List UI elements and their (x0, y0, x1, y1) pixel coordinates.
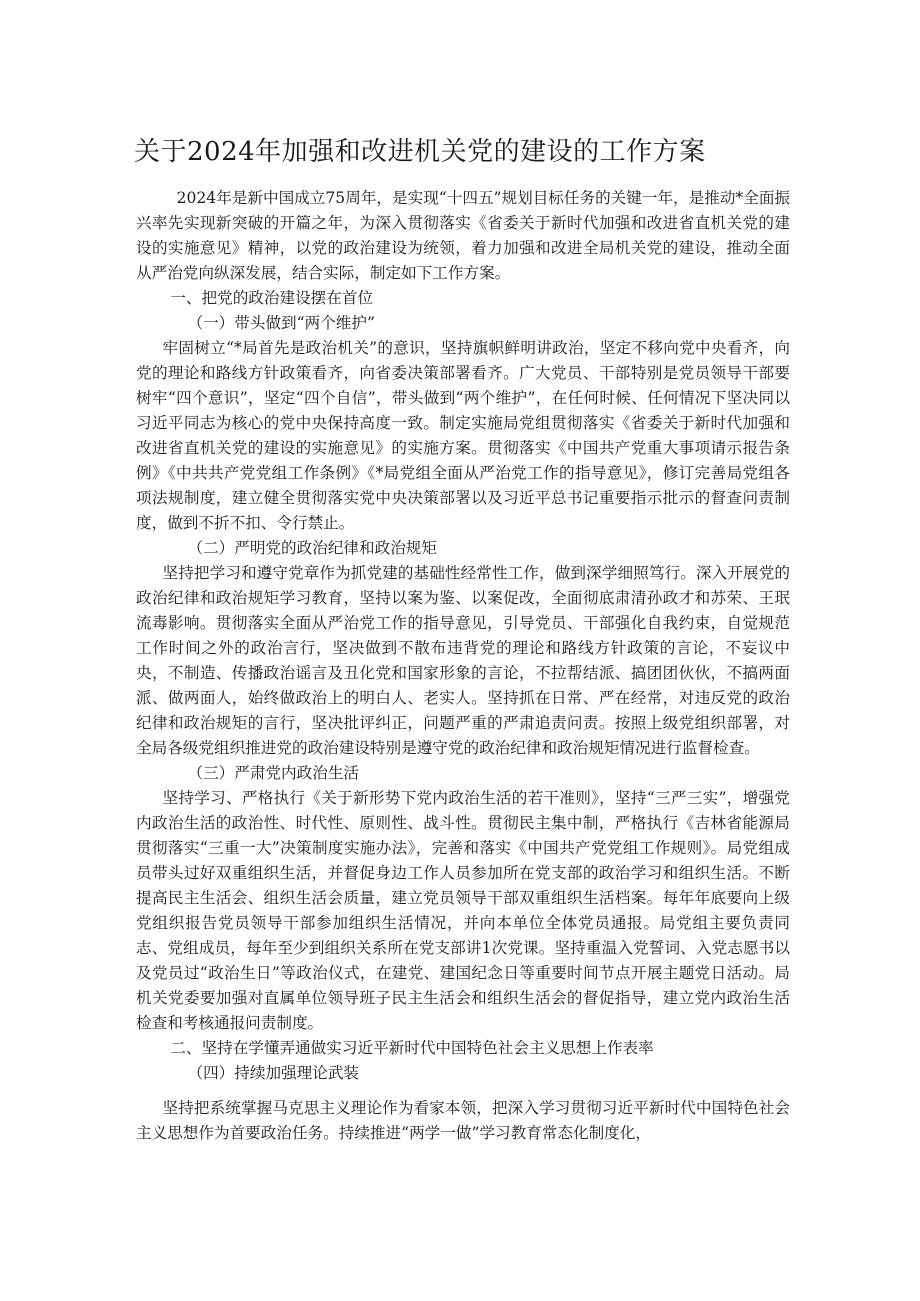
document-title: 关于2024年加强和改进机关党的建设的工作方案 (134, 137, 706, 167)
subsection-4-heading: （四）持续加强理论武装 (187, 1064, 360, 1082)
subsection-2-text: 坚持把学习和遵守党章作为抓党建的基础性经常性工作，做到深学细照笃行。深入开展党的政治纪律和政治规矩学习教育，坚持以案为鉴、以案促改，全面彻底肃清孙政才和苏荣、王珉流毒影响。贯彻落实全面从严治党工作的指导意见，引导党员、干部强化自我约束，自觉规范工作时间之外的政治言行，坚决做到不散布违背党的理论和路线方针政策的言论，不妄议中央，不制造、传播政治谣言及丑化党和国家形象的言论，不拉帮结派、搞团团伙伙，不搞两面派、做两面人，始终做政治上的明白人、老实人。坚持抓在日常、严在经常，对违反党的政治纪律和政治规矩的言行，坚决批评纠正，问题严重的严肃追责问责。按照上级党组织部署，对全局各级党组织推进党的政治建设特别是遵守党的政治纪律和政治规矩情况进行监督检查。 (136, 564, 790, 757)
subsection-4-text: 坚持把系统掌握马克思主义理论作为看家本领，把深入学习贯彻习近平新时代中国特色社会主义思想作为首要政治任务。持续推进“两学一做”学习教育常态化制度化， (136, 1099, 790, 1142)
section-2-heading: 二、坚持在学懂弄通做实习近平新时代中国特色社会主义思想上作表率 (170, 1039, 654, 1057)
subsection-2-heading: （二）严明党的政治纪律和政治规矩 (187, 539, 437, 557)
paragraph-gap (136, 1086, 790, 1096)
subsection-3-text: 坚持学习、严格执行《关于新形势下党内政治生活的若干准则》，坚持“三严三实”，增强党内政治生活的政治性、时代性、原则性、战斗性。贯彻民主集中制，严格执行《吉林省能源局贯彻落实“三重一大”决策制度实施办法》，完善和落实《中国共产党党组工作规则》。局党组成员带头过好双重组织生活，并督促身边工作人员参加所在党支部的政治学习和组织生活。不断提高民主生活会、组织生活会质量，建立党员领导干部双重组织生活档案。每年年底要向上级党组织报告党员领导干部参加组织生活情况，并向本单位全体党员通报。局党组主要负责同志、党组成员，每年至少到组织关系所在党支部讲1次党课。坚持重温入党誓词、入党志愿书以及党员过“政治生日”等政治仪式，在建党、建国纪念日等重要时间节点开展主题党日活动。局机关党委要加强对直属单位领导班子民主生活会和组织生活会的督促指导，建立党内政治生活检查和考核通报问责制度。 (136, 789, 790, 1032)
subsection-1-heading: （一）带头做到“两个维护” (187, 314, 375, 332)
section-1-heading: 一、把党的政治建设摆在首位 (170, 289, 374, 307)
subsection-3-heading: （三）严肃党内政治生活 (187, 764, 360, 782)
subsection-1-text: 牢固树立“*局首先是政治机关”的意识，坚持旗帜鲜明讲政治，坚定不移向党中央看齐，向党的理论和路线方针政策看齐，向省委决策部署看齐。广大党员、干部特别是党员领导干部要树牢“四个意识”，坚定“四个自信”，带头做到“两个维护”，在任何时候、任何情况下坚决同以习近平同志为核心的党中央保持高度一致。制定实施局党组贯彻落实《省委关于新时代加强和改进省直机关党的建设的实施意见》的实施方案。贯彻落实《中国共产党重大事项请示报告条例》《中共共产党党组工作条例》《*局党组全面从严治党工作的指导意见》，修订完善局党组各项法规制度，建立健全贯彻落实党中央决策部署以及习近平总书记重要指示批示的督查问责制度，做到不折不扣、令行禁止。 (136, 339, 790, 532)
document-body (136, 186, 790, 1146)
intro-paragraph: 2024年是新中国成立75周年，是实现“十四五”规划目标任务的关键一年，是推动*全面振兴率先实现新突破的开篇之年，为深入贯彻落实《省委关于新时代加强和改进省直机关党的建设的实施意见》精神，以党的政治建设为统领，着力加强和改进全局机关党的建设，推动全面从严治党向纵深发展，结合实际，制定如下工作方案。 (136, 189, 791, 282)
